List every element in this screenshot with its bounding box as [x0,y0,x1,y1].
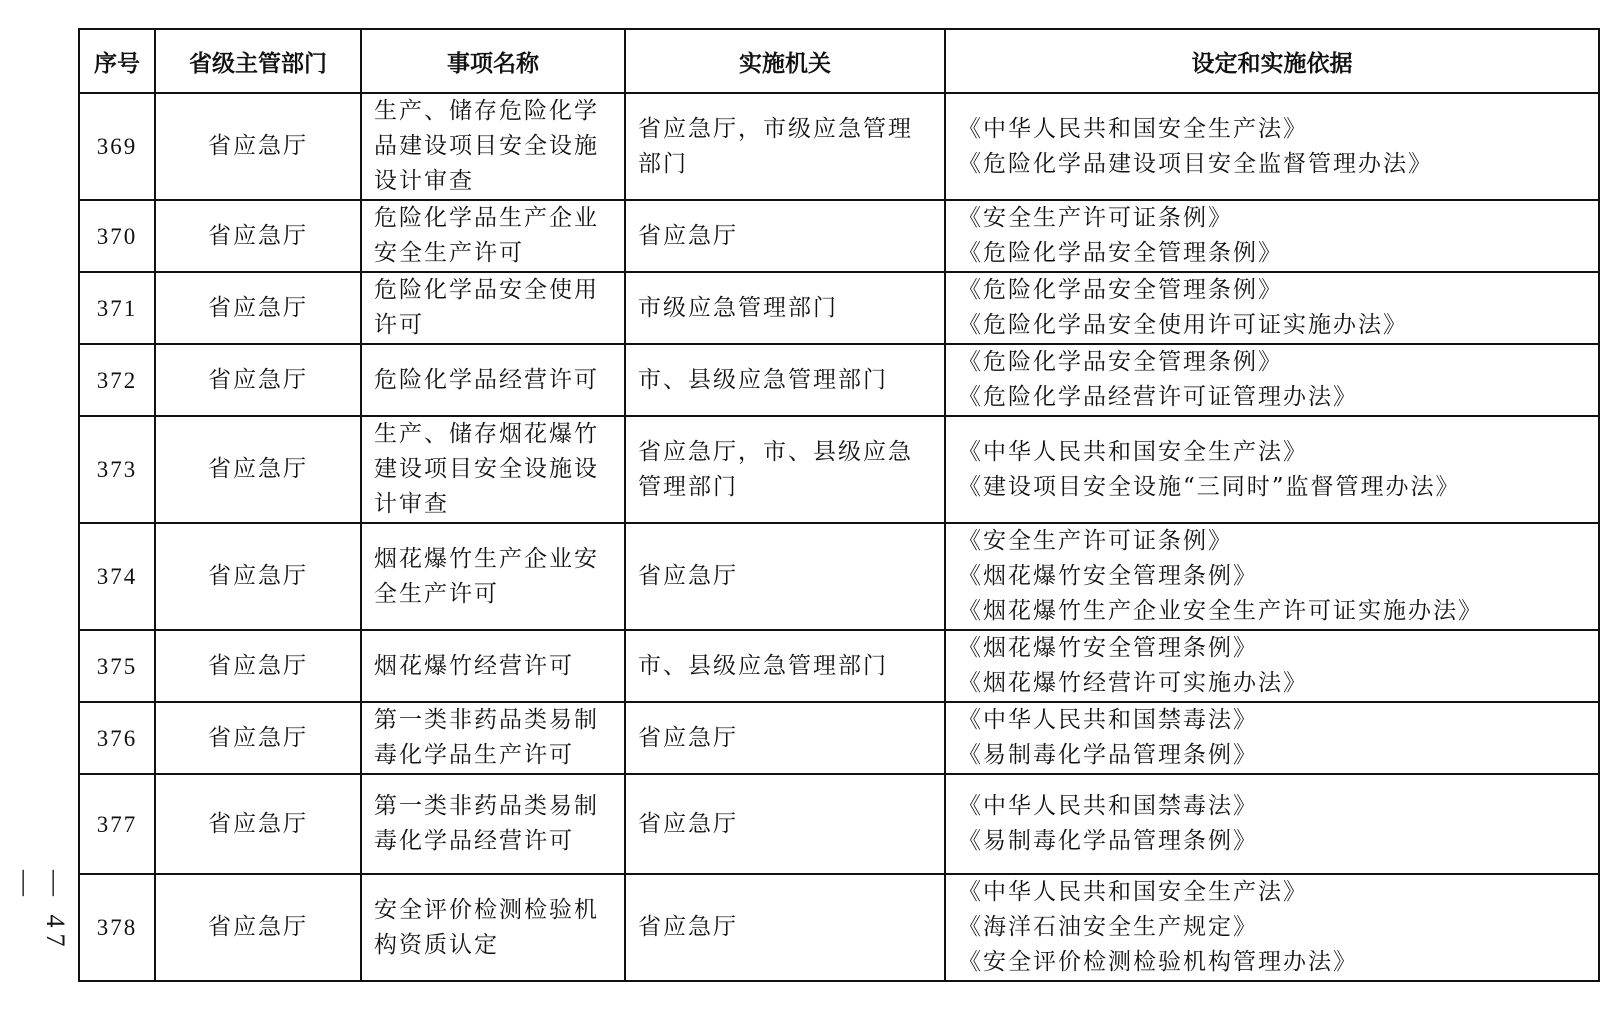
legal-basis-line: 《烟花爆竹安全管理条例》 [958,563,1258,589]
row-serial-no: 369 [79,93,155,200]
row-serial-no: 372 [79,344,155,416]
items-table [78,28,1600,982]
row-implementing-org: 省应急厅，市、县级应急管理部门 [625,416,945,523]
row-serial-no: 370 [79,200,155,272]
legal-basis-line: 《危险化学品安全管理条例》 [958,277,1283,303]
row-dept: 省应急厅 [155,774,361,874]
row-dept: 省应急厅 [155,874,361,981]
table-row [79,200,1599,272]
row-item-name: 危险化学品经营许可 [361,344,625,416]
table-row [79,630,1599,702]
table-row [79,774,1599,874]
row-serial-no: 371 [79,272,155,344]
table-row [79,416,1599,523]
table-row [79,93,1599,200]
row-legal-basis [945,702,1599,774]
legal-basis-line: 《中华人民共和国安全生产法》 [958,438,1308,465]
legal-basis-line: 《中华人民共和国安全生产法》 [958,115,1308,142]
row-legal-basis [945,630,1599,702]
row-item-name: 烟花爆竹生产企业安全生产许可 [361,523,625,630]
row-implementing-org: 省应急厅 [625,874,945,981]
row-item-name: 危险化学品安全使用许可 [361,272,625,344]
row-legal-basis [945,416,1599,523]
legal-basis-line: 《烟花爆竹经营许可实施办法》 [958,670,1308,696]
row-item-name: 第一类非药品类易制毒化学品经营许可 [361,774,625,874]
row-dept: 省应急厅 [155,344,361,416]
row-item-name: 危险化学品生产企业安全生产许可 [361,200,625,272]
row-implementing-org: 省应急厅 [625,200,945,272]
header-serial-no: 序号 [79,29,155,93]
row-legal-basis [945,523,1599,630]
legal-basis-line: 《烟花爆竹安全管理条例》 [958,635,1258,661]
legal-basis-line: 《烟花爆竹生产企业安全生产许可证实施办法》 [958,598,1483,624]
legal-basis-line: 《中华人民共和国禁毒法》 [958,793,1258,819]
legal-basis-line: 《海洋石油安全生产规定》 [958,914,1258,940]
header-legal-basis: 设定和实施依据 [945,29,1599,93]
row-legal-basis [945,774,1599,874]
legal-basis-line: 《危险化学品安全管理条例》 [958,240,1283,266]
row-dept: 省应急厅 [155,272,361,344]
legal-basis-line: 《安全生产许可证条例》 [958,528,1233,554]
legal-basis-line: 《危险化学品安全管理条例》 [958,349,1283,375]
table-row [79,874,1599,981]
row-implementing-org: 市、县级应急管理部门 [625,344,945,416]
legal-basis-line: 《危险化学品安全使用许可证实施办法》 [958,312,1408,338]
row-dept: 省应急厅 [155,523,361,630]
table-row [79,523,1599,630]
row-item-name: 烟花爆竹经营许可 [361,630,625,702]
legal-basis-line: 《安全生产许可证条例》 [958,205,1233,231]
legal-basis-line: 《中华人民共和国禁毒法》 [958,707,1258,733]
row-item-name: 生产、储存危险化学品建设项目安全设施设计审查 [361,93,625,200]
row-implementing-org: 市级应急管理部门 [625,272,945,344]
row-implementing-org: 省应急厅，市级应急管理部门 [625,93,945,200]
row-serial-no: 378 [79,874,155,981]
header-item-name: 事项名称 [361,29,625,93]
row-legal-basis [945,93,1599,200]
header-implementing-org: 实施机关 [625,29,945,93]
row-serial-no: 376 [79,702,155,774]
row-item-name: 第一类非药品类易制毒化学品生产许可 [361,702,625,774]
row-legal-basis [945,200,1599,272]
table-row [79,702,1599,774]
row-serial-no: 377 [79,774,155,874]
row-serial-no: 375 [79,630,155,702]
legal-basis-line: 《危险化学品建设项目安全监督管理办法》 [958,150,1433,177]
row-implementing-org: 省应急厅 [625,774,945,874]
row-dept: 省应急厅 [155,416,361,523]
legal-basis-line: 《建设项目安全设施“三同时”监督管理办法》 [958,473,1461,500]
row-serial-no: 373 [79,416,155,523]
row-legal-basis [945,272,1599,344]
table-header-row [79,29,1599,93]
legal-basis-line: 《危险化学品经营许可证管理办法》 [958,384,1358,410]
legal-basis-line: 《中华人民共和国安全生产法》 [958,879,1308,905]
row-dept: 省应急厅 [155,702,361,774]
page-number: — 47 — [11,870,70,953]
legal-basis-line: 《易制毒化学品管理条例》 [958,828,1258,854]
row-implementing-org: 市、县级应急管理部门 [625,630,945,702]
row-dept: 省应急厅 [155,93,361,200]
row-legal-basis [945,344,1599,416]
row-implementing-org: 省应急厅 [625,523,945,630]
row-implementing-org: 省应急厅 [625,702,945,774]
legal-basis-line: 《安全评价检测检验机构管理办法》 [958,949,1358,975]
header-dept: 省级主管部门 [155,29,361,93]
row-serial-no: 374 [79,523,155,630]
row-legal-basis [945,874,1599,981]
row-item-name: 生产、储存烟花爆竹建设项目安全设施设计审查 [361,416,625,523]
row-dept: 省应急厅 [155,200,361,272]
table-row [79,272,1599,344]
table-row [79,344,1599,416]
row-dept: 省应急厅 [155,630,361,702]
legal-basis-line: 《易制毒化学品管理条例》 [958,742,1258,768]
row-item-name: 安全评价检测检验机构资质认定 [361,874,625,981]
